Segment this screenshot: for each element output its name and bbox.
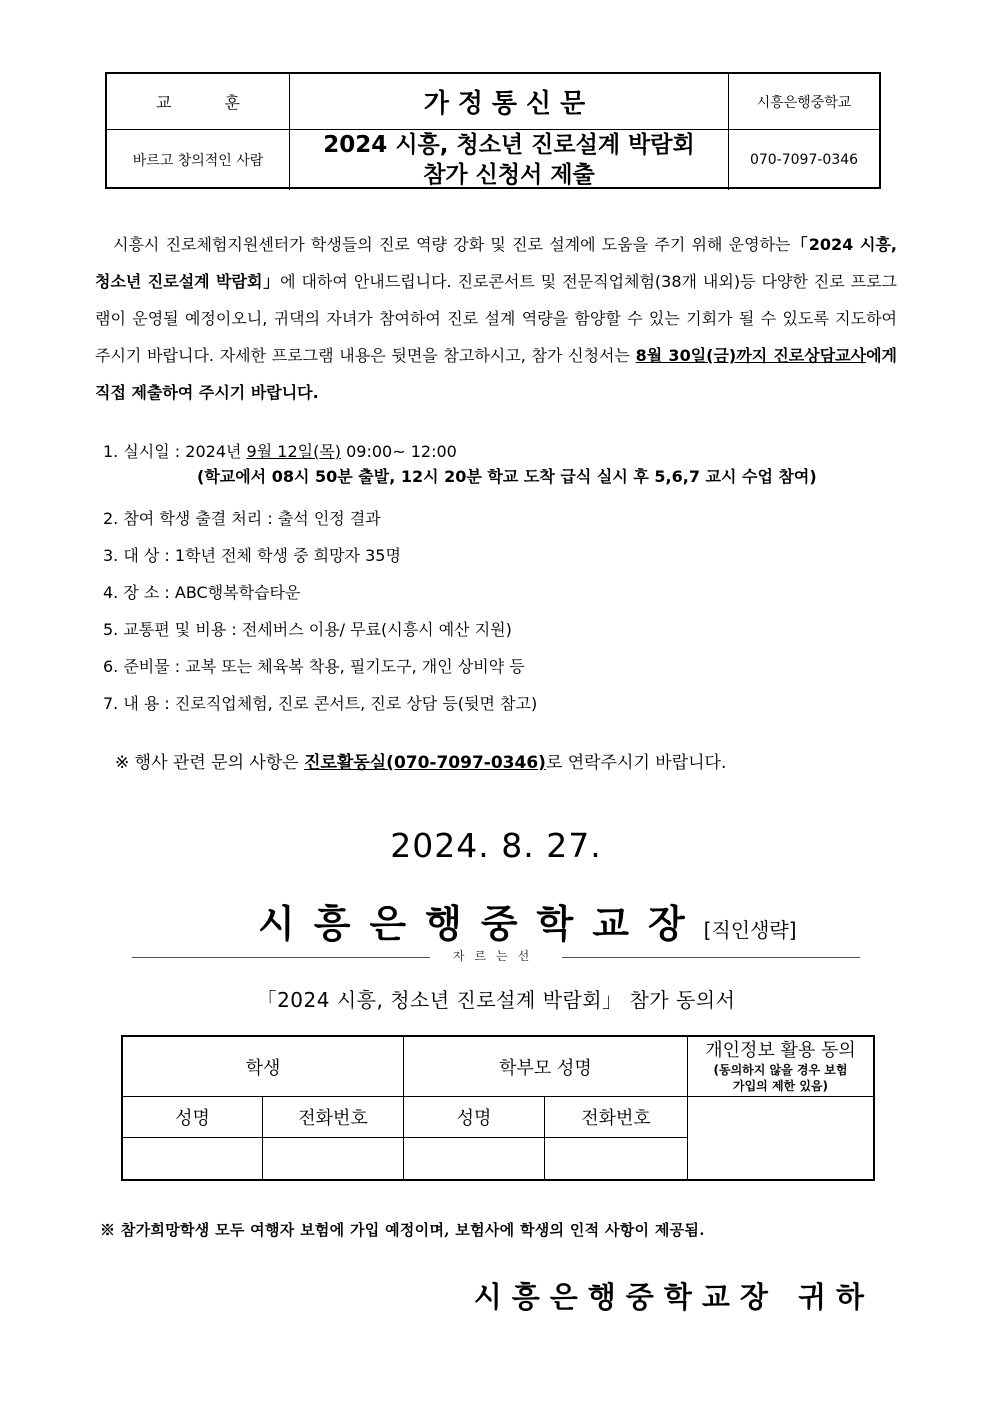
note-suffix: 로 연락주시기 바랍니다. xyxy=(545,753,727,773)
privacy-consent-header xyxy=(688,1037,873,1097)
event-date: 9월 12일(목) xyxy=(246,442,342,461)
school-phone: 070-7097-0346 xyxy=(749,152,859,168)
intro-text-3: 에게 직접 제출하여 주시기 바랍니다. xyxy=(95,346,897,402)
title-line-1: 2024 시흥, 청소년 진로설계 박람회 xyxy=(323,132,695,158)
school-name: 시흥은행중학교 xyxy=(729,74,879,130)
intro-text-2: 에 대하여 안내드립니다. 진로콘서트 및 전문직업체험(38개 내외)등 다양한 진로 프로그램이 운영될 예정이오니, 귀댁의 자녀가 참여하여 진로 설계 역량을 함양할 수 있는 기회가 될 수 있도록 지도하여 주시기 바랍니다. 자세한 프로그램 내용은 뒷면을 참고하시고, 참가 신청서는 xyxy=(95,272,898,365)
cut-line-left xyxy=(132,957,430,958)
cut-line-label: 자르는선 xyxy=(452,949,540,963)
contact-info: 진로활동실(070-7097-0346) xyxy=(304,753,546,773)
document-title xyxy=(290,130,729,190)
date-label: 1. 실시일 : 2024년 xyxy=(103,442,247,461)
privacy-note-1: (동의하지 않을 경우 보험 xyxy=(713,1062,848,1077)
privacy-label: 개인정보 활용 동의 xyxy=(705,1039,856,1061)
parent-phone-header: 전화번호 xyxy=(545,1097,688,1138)
note-prefix: ※ 행사 관련 문의 사항은 xyxy=(115,753,305,773)
privacy-consent-field[interactable] xyxy=(688,1097,873,1179)
parent-phone-field[interactable] xyxy=(545,1138,688,1179)
student-name-field[interactable] xyxy=(123,1138,263,1179)
school-motto: 바르고 창의적인 사람 xyxy=(107,130,290,190)
event-name: 「2024 시흥, 청소년 진로설계 박람회」 xyxy=(95,235,897,291)
list-item: 6. 준비물 : 교복 또는 체육복 착용, 필기도구, 개인 상비약 등 xyxy=(103,657,525,676)
list-item: 4. 장 소 : ABC행복학습타운 xyxy=(103,583,301,602)
student-name-header: 성명 xyxy=(123,1097,263,1138)
student-phone-header: 전화번호 xyxy=(263,1097,404,1138)
issue-date: 2024. 8. 27. xyxy=(390,826,602,865)
principal-signature xyxy=(258,893,797,948)
principal-name: 시흥은행중학교장 xyxy=(258,902,704,946)
list-item: 2. 참여 학생 출결 처리 : 출석 인정 결과 xyxy=(103,509,381,528)
title-line-2: 참가 신청서 제출 xyxy=(423,162,595,188)
document-type: 가정통신문 xyxy=(290,74,729,130)
list-item-date xyxy=(103,438,903,505)
privacy-note-2: 가입의 제한 있음) xyxy=(733,1078,828,1093)
consent-table xyxy=(121,1035,875,1181)
intro-text-1: 시흥시 진로체험지원센터가 학생들의 진로 역량 강화 및 진로 설계에 도움을 주기 위해 운영하는 xyxy=(113,235,791,254)
seal-note: [직인생략] xyxy=(703,918,797,942)
cut-line-right xyxy=(562,957,860,958)
inquiry-note xyxy=(115,748,726,773)
deadline: 8월 30일(금)까지 진로상담교사 xyxy=(635,346,867,365)
details-list xyxy=(103,438,903,727)
event-time: 09:00~ 12:00 xyxy=(341,442,457,461)
parent-header: 학부모 성명 xyxy=(404,1037,688,1097)
header-table xyxy=(105,72,881,189)
parent-name-field[interactable] xyxy=(404,1138,545,1179)
intro-paragraph xyxy=(95,226,897,411)
parent-name-header: 성명 xyxy=(404,1097,545,1138)
consent-title: 「2024 시흥, 청소년 진로설계 박람회」 참가 동의서 xyxy=(256,988,736,1012)
cut-line xyxy=(132,947,860,967)
motto-label: 교 훈 xyxy=(107,74,290,130)
student-phone-field[interactable] xyxy=(263,1138,404,1179)
insurance-note: ※ 참가희망학생 모두 여행자 보험에 가입 예정이며, 보험사에 학생의 인적 사항이 제공됨. xyxy=(100,1221,705,1239)
student-header: 학생 xyxy=(123,1037,404,1097)
list-item: 3. 대 상 : 1학년 전체 학생 중 희망자 35명 xyxy=(103,546,401,565)
list-item: 5. 교통편 및 비용 : 전세버스 이용/ 무료(시흥시 예산 지원) xyxy=(103,620,512,639)
schedule-detail: (학교에서 08시 50분 출발, 12시 20분 학교 도착 급식 실시 후 5,6,7 교시 수업 참여) xyxy=(197,467,817,486)
list-item: 7. 내 용 : 진로직업체험, 진로 콘서트, 진로 상담 등(뒷면 참고) xyxy=(103,694,538,713)
addressee: 시흥은행중학교장 귀하 xyxy=(473,1280,874,1314)
